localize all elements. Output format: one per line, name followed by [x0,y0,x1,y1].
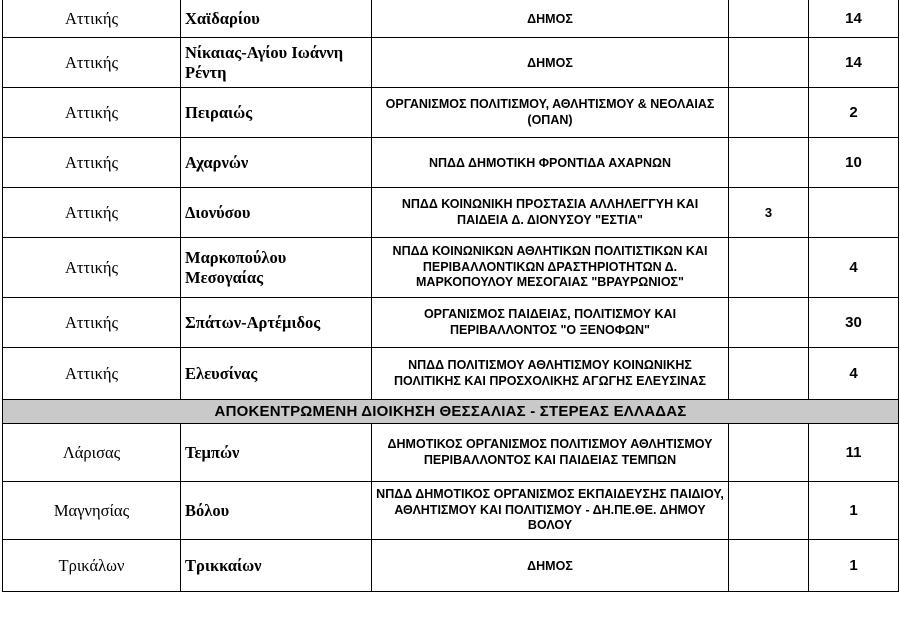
table-row [3,88,899,138]
cell-municipality: Χαϊδαρίου [181,0,372,38]
cell-count-left: 3 [729,188,809,238]
cell-municipality: Μαρκοπούλου Μεσογαίας [181,238,372,298]
cell-region: Αττικής [3,88,181,138]
cell-entity: ΝΠΔΔ ΔΗΜΟΤΙΚΟΣ ΟΡΓΑΝΙΣΜΟΣ ΕΚΠΑΙΔΕΥΣΗΣ ΠΑΙΔΙΟΥ, ΑΘΛΗΤΙΣΜΟΥ ΚΑΙ ΠΟΛΙΤΙΣΜΟΥ - ΔΗ.ΠΕ.ΘΕ. ΔΗΜΟΥ ΒΟΛΟΥ [372,482,729,540]
cell-region: Αττικής [3,298,181,348]
cell-count-right: 10 [809,138,899,188]
table-row [3,238,899,298]
cell-count-left [729,298,809,348]
cell-region: Αττικής [3,0,181,38]
cell-municipality: Διονύσου [181,188,372,238]
cell-municipality: Τρικκαίων [181,540,372,592]
cell-municipality: Βόλου [181,482,372,540]
table-row [3,188,899,238]
table-body [3,0,899,592]
cell-municipality: Νίκαιας-Αγίου Ιωάννη Ρέντη [181,38,372,88]
cell-region: Αττικής [3,238,181,298]
cell-municipality: Αχαρνών [181,138,372,188]
table-row [3,138,899,188]
table-row [3,482,899,540]
section-header-title: ΑΠΟΚΕΝΤΡΩΜΕΝΗ ΔΙΟΙΚΗΣΗ ΘΕΣΣΑΛΙΑΣ - ΣΤΕΡΕΑΣ ΕΛΛΑΔΑΣ [3,400,899,424]
cell-region: Αττικής [3,38,181,88]
cell-count-left [729,88,809,138]
cell-municipality: Ελευσίνας [181,348,372,400]
cell-entity: ΝΠΔΔ ΚΟΙΝΩΝΙΚΗ ΠΡΟΣΤΑΣΙΑ ΑΛΛΗΛΕΓΓΥΗ ΚΑΙ ΠΑΙΔΕΙΑ Δ. ΔΙΟΝΥΣΟΥ "ΕΣΤΙΑ" [372,188,729,238]
cell-entity: ΔΗΜΟΣ [372,540,729,592]
cell-count-left [729,540,809,592]
cell-count-right: 1 [809,482,899,540]
cell-count-left [729,238,809,298]
cell-count-right: 14 [809,0,899,38]
cell-count-left [729,424,809,482]
cell-count-right: 1 [809,540,899,592]
cell-count-left [729,0,809,38]
cell-count-right: 4 [809,238,899,298]
table-row [3,348,899,400]
cell-count-left [729,38,809,88]
cell-region: Αττικής [3,188,181,238]
cell-count-right: 14 [809,38,899,88]
cell-entity: ΟΡΓΑΝΙΣΜΟΣ ΠΑΙΔΕΙΑΣ, ΠΟΛΙΤΙΣΜΟΥ ΚΑΙ ΠΕΡΙΒΑΛΛΟΝΤΟΣ "Ο ΞΕΝΟΦΩΝ" [372,298,729,348]
section-header-row [3,400,899,424]
cell-municipality: Τεμπών [181,424,372,482]
cell-entity: ΔΗΜΟΤΙΚΟΣ ΟΡΓΑΝΙΣΜΟΣ ΠΟΛΙΤΙΣΜΟΥ ΑΘΛΗΤΙΣΜΟΥ ΠΕΡΙΒΑΛΛΟΝΤΟΣ ΚΑΙ ΠΑΙΔΕΙΑΣ ΤΕΜΠΩΝ [372,424,729,482]
cell-region: Μαγνησίας [3,482,181,540]
cell-region: Τρικάλων [3,540,181,592]
cell-count-right: 11 [809,424,899,482]
cell-count-right: 2 [809,88,899,138]
cell-count-right: 30 [809,298,899,348]
cell-municipality: Σπάτων-Αρτέμιδος [181,298,372,348]
cell-count-left [729,348,809,400]
table-row [3,424,899,482]
cell-entity: ΟΡΓΑΝΙΣΜΟΣ ΠΟΛΙΤΙΣΜΟΥ, ΑΘΛΗΤΙΣΜΟΥ & ΝΕΟΛΑΙΑΣ (ΟΠΑΝ) [372,88,729,138]
cell-count-right [809,188,899,238]
table-row [3,298,899,348]
table-row [3,0,899,38]
cell-region: Αττικής [3,138,181,188]
registry-table [2,0,899,592]
cell-entity: ΝΠΔΔ ΠΟΛΙΤΙΣΜΟΥ ΑΘΛΗΤΙΣΜΟΥ ΚΟΙΝΩΝΙΚΗΣ ΠΟΛΙΤΙΚΗΣ ΚΑΙ ΠΡΟΣΧΟΛΙΚΗΣ ΑΓΩΓΗΣ ΕΛΕΥΣΙΝΑΣ [372,348,729,400]
cell-count-left [729,482,809,540]
cell-region: Λάρισας [3,424,181,482]
cell-count-right: 4 [809,348,899,400]
table-row [3,540,899,592]
table-row [3,38,899,88]
cell-region: Αττικής [3,348,181,400]
cell-entity: ΝΠΔΔ ΔΗΜΟΤΙΚΗ ΦΡΟΝΤΙΔΑ ΑΧΑΡΝΩΝ [372,138,729,188]
cell-count-left [729,138,809,188]
cell-entity: ΔΗΜΟΣ [372,38,729,88]
cell-municipality: Πειραιώς [181,88,372,138]
cell-entity: ΝΠΔΔ ΚΟΙΝΩΝΙΚΩΝ ΑΘΛΗΤΙΚΩΝ ΠΟΛΙΤΙΣΤΙΚΩΝ ΚΑΙ ΠΕΡΙΒΑΛΛΟΝΤΙΚΩΝ ΔΡΑΣΤΗΡΙΟΤΗΤΩΝ Δ. ΜΑΡΚΟΠΟΥΛΟΥ ΜΕΣΟΓΑΙΑΣ "ΒΡΑΥΡΩΝΙΟΣ" [372,238,729,298]
cell-entity: ΔΗΜΟΣ [372,0,729,38]
